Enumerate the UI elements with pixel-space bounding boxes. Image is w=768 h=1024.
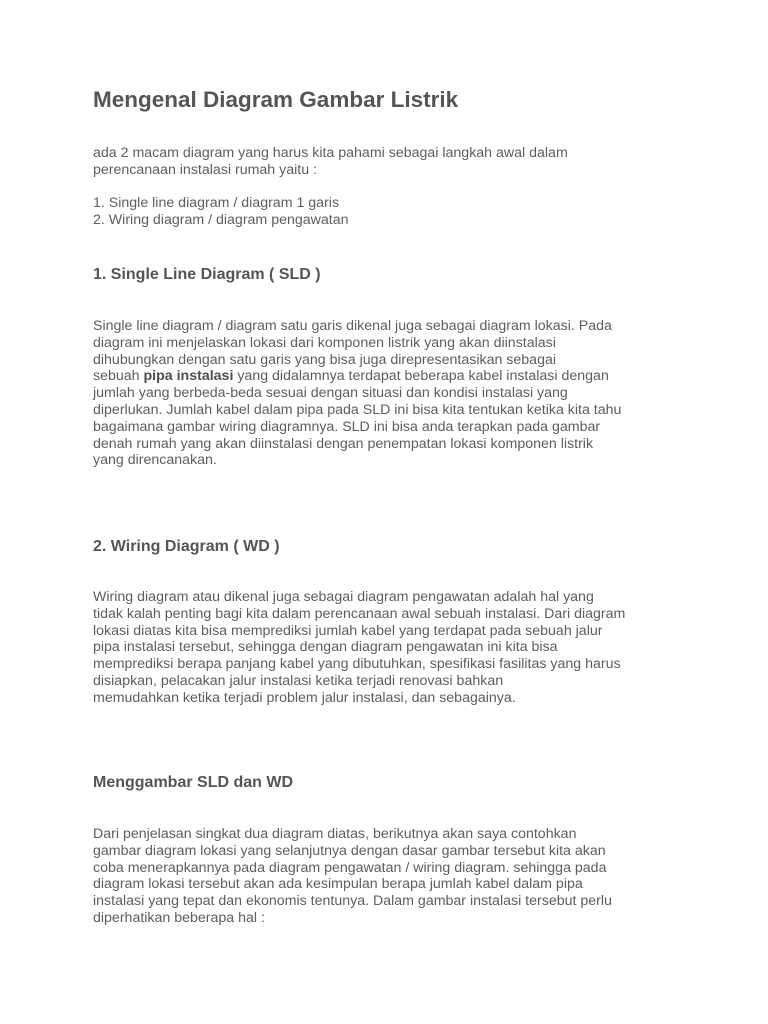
intro-line: perencanaan instalasi rumah yaitu :: [93, 161, 317, 178]
menggambar-paragraph: [93, 826, 693, 927]
intro-paragraph: [93, 145, 693, 179]
paragraph-line: tidak kalah penting bagi kita dalam perencanaan awal sebuah instalasi. Dari diagram: [93, 605, 626, 622]
paragraph-line: Wiring diagram atau dikenal juga sebagai diagram pengawatan adalah hal yang: [93, 589, 594, 605]
paragraph-line: gambar diagram lokasi yang selanjutnya dengan dasar gambar tersebut kita akan: [93, 842, 606, 859]
page-title: Mengenal Diagram Gambar Listrik: [93, 87, 459, 112]
list-item: 1. Single line diagram / diagram 1 garis: [93, 195, 340, 211]
paragraph-line: coba menerapkannya pada diagram pengawatan / wiring diagram. sehingga pada: [93, 859, 607, 876]
pipa-instalasi-bold-text: pipa instalasi: [143, 368, 234, 385]
paragraph-text: sebuah: [93, 368, 144, 385]
wd-paragraph: [93, 589, 693, 707]
section-heading-menggambar: Menggambar SLD dan WD: [93, 774, 294, 791]
paragraph-line: dihubungkan dengan satu garis yang bisa juga direpresentasikan sebagai: [93, 351, 557, 368]
paragraph-line: Dari penjelasan singkat dua diagram diatas, berikutnya akan saya contohkan: [93, 826, 577, 842]
paragraph-text: yang didalamnya terdapat beberapa kabel instalasi dengan: [233, 368, 609, 385]
paragraph-line: denah rumah yang akan diinstalasi dengan penempatan lokasi komponen listrik: [93, 435, 594, 452]
diagram-type-list: [93, 195, 693, 229]
paragraph-line: diagram lokasi tersebut akan ada kesimpulan berapa jumlah kabel dalam pipa: [93, 876, 583, 893]
section-heading-sld: 1. Single Line Diagram ( SLD ): [93, 266, 321, 283]
paragraph-line: diperhatikan beberapa hal :: [93, 909, 265, 926]
paragraph-line: lokasi diatas kita bisa memprediksi jumlah kabel yang terdapat pada sebuah jalur: [93, 622, 603, 639]
paragraph-line: Single line diagram / diagram satu garis dikenal juga sebagai diagram lokasi. Pada: [93, 318, 612, 334]
paragraph-line: jumlah yang berbeda-beda sesuai dengan situasi dan kondisi instalasi yang: [93, 385, 568, 402]
paragraph-line: bagaimana gambar wiring diagramnya. SLD ini bisa anda terapkan pada gambar: [93, 418, 601, 435]
paragraph-line: diagram ini menjelaskan lokasi dari komponen listrik yang akan diinstalasi: [93, 334, 556, 351]
paragraph-line: instalasi yang tepat dan ekonomis tentunya. Dalam gambar instalasi tersebut perlu: [93, 893, 612, 910]
paragraph-line: diperlukan. Jumlah kabel dalam pipa pada SLD ini bisa kita tentukan ketika kita tahu: [93, 401, 622, 418]
section-heading-wd: 2. Wiring Diagram ( WD ): [93, 538, 280, 555]
list-item: 2. Wiring diagram / diagram pengawatan: [93, 211, 349, 228]
paragraph-line: memprediksi berapa panjang kabel yang dibutuhkan, spesifikasi fasilitas yang harus: [93, 656, 621, 673]
paragraph-line: pipa instalasi tersebut, sehingga dengan diagram pengawatan ini kita bisa: [93, 639, 558, 656]
sld-paragraph: [93, 318, 693, 469]
paragraph-line: memudahkan ketika terjadi problem jalur instalasi, dan sebagainya.: [93, 689, 516, 706]
intro-line: ada 2 macam diagram yang harus kita pahami sebagai langkah awal dalam: [93, 145, 568, 161]
paragraph-line: [93, 368, 693, 385]
paragraph-line: disiapkan, pelacakan jalur instalasi ketika terjadi renovasi bahkan: [93, 672, 504, 689]
paragraph-line: yang direncanakan.: [93, 452, 217, 469]
